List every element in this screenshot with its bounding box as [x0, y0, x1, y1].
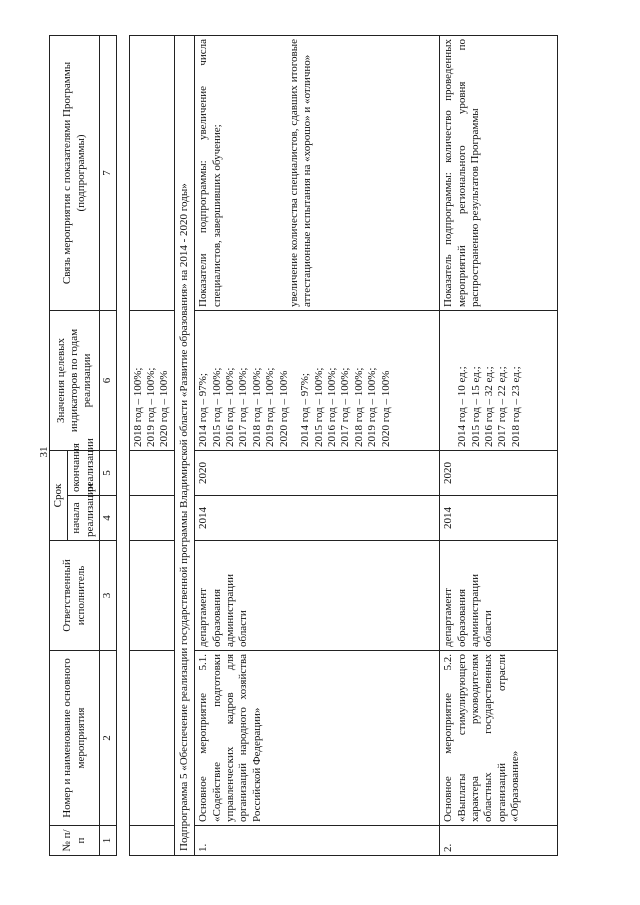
page-number: 31 [38, 446, 50, 458]
header-start: начала реализации [68, 496, 100, 541]
row-start: 2014 [440, 496, 558, 541]
header-table [49, 35, 117, 856]
subprogram-row [174, 36, 194, 856]
colnum-5: 5 [100, 451, 116, 496]
colnum-7: 7 [100, 36, 116, 311]
row-link: Показатель подпрограммы: количество проведенных мероприятий регионального уровня по распространению результатов Программы [440, 36, 558, 311]
colnum-1: 1 [100, 826, 116, 856]
row-name: Основное мероприятие 5.2. «Выплаты стимулирующего характера руководителям областных государственных организаций отрасли «Образование» [440, 651, 558, 826]
row-link: Показатели подпрограммы: увеличение числа специалистов, завершивших обучение; увеличение количества специалистов, сдавших итоговые аттестационные испытания на «хорошо» и «отлично» [195, 36, 440, 311]
header-num: № п/п [50, 826, 100, 856]
header-end: окончания реализации [68, 451, 100, 496]
body-table [129, 35, 559, 856]
row-num: 1. [195, 826, 440, 856]
row-values: 2014 год – 97%; 2015 год – 100%; 2016 год – 100%; 2017 год – 100%; 2018 год – 100%; 2019 год – 100%; 2020 год – 100% 2014 год – 97%; 2015 год – 100%; 2016 год – 100%; 2017 год – 100%; 2018 год – 100%; 2019 год – 100%; 2020 год – 100% [195, 311, 440, 451]
header-name: Номер и наименование основного мероприятия [50, 651, 100, 826]
colnum-6: 6 [100, 311, 116, 451]
row-name: Основное мероприятие 5.1. «Содействие подготовки управленческих кадров для организаций народного хозяйства Российской Федерации» [195, 651, 440, 826]
colnum-4: 4 [100, 496, 116, 541]
header-link: Связь мероприятия с показателями Программы (подпрограммы) [50, 36, 100, 311]
row-executor: департамент образования администрации области [195, 541, 440, 651]
table-row-carryover [129, 36, 174, 856]
table-row [195, 36, 440, 856]
colnum-3: 3 [100, 541, 116, 651]
row-start: 2014 [195, 496, 440, 541]
colnum-2: 2 [100, 651, 116, 826]
rotated-sheet [49, 36, 610, 856]
row-end: 2020 [195, 451, 440, 496]
row-executor: департамент образования администрации области [440, 541, 558, 651]
table-row [440, 36, 558, 856]
header-values: Значения целевых индикаторов по годам реализации [50, 311, 100, 451]
header-executor: Ответственный исполнитель [50, 541, 100, 651]
row-values: 2014 год – 10 ед.; 2015 год – 15 ед.; 2016 год – 32 ед.; 2017 год – 22 ед.; 2018 год – 23 ед.; [440, 311, 558, 451]
carryover-values: 2018 год – 100%; 2019 год – 100%; 2020 год – 100% [129, 311, 174, 451]
subprogram-title: Подпрограмма 5 «Обеспечение реализации государственной программы Владимирской области «Развитие образования» на 2014 - 2020 годы» [174, 36, 194, 856]
row-end: 2020 [440, 451, 558, 496]
row-num: 2. [440, 826, 558, 856]
header-term: Срок [50, 451, 68, 541]
